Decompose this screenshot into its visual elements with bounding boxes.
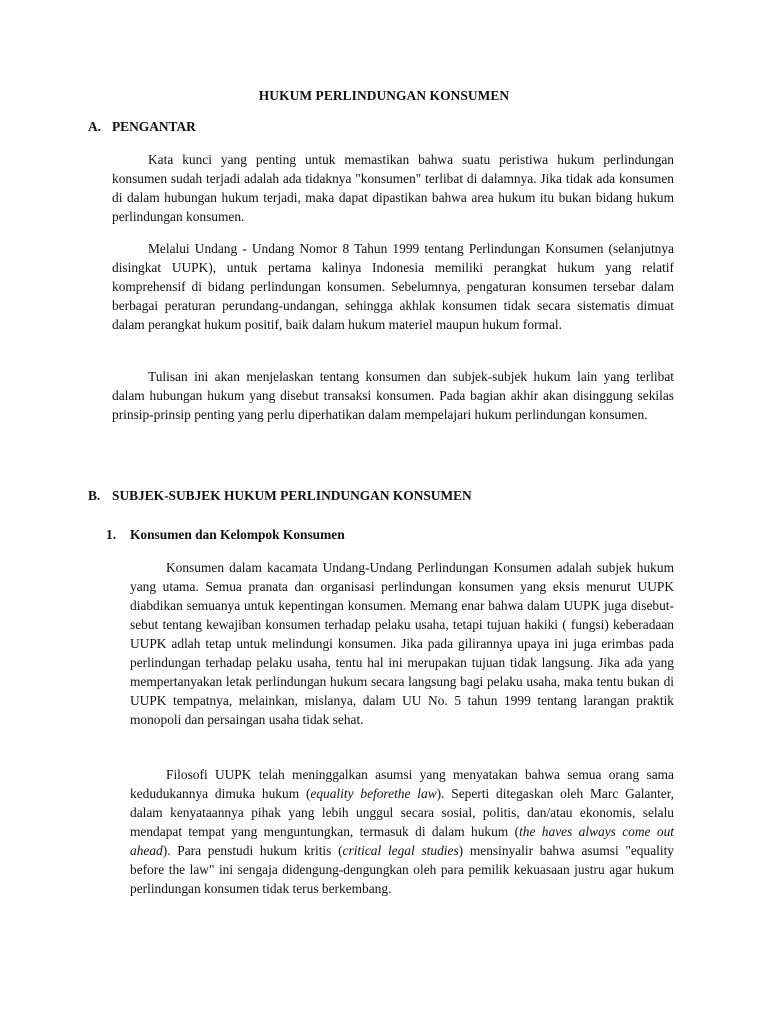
section-a-number: A.: [88, 119, 102, 134]
subsection-1-title: Konsumen dan Kelompok Konsumen: [130, 527, 345, 542]
section-a-heading: [88, 119, 196, 135]
p2-text-2: ). Seperti ditegaskan oleh Marc Galanter, dalam kenyataannya pihak yang lebih unggul secara sosial, politis, dan/atau ekonomis, selalu mendapat tempat yang menguntungkan, termasuk di dalam hukum (: [130, 786, 674, 839]
section-a-title: PENGANTAR: [112, 119, 196, 134]
p2-text-4: ) mensinyalir bahwa asumsi "equality before the law" ini sengaja didengung-dengungkan oleh para pemilik kekuasaan justru agar hukum perlindungan konsumen tidak terus berkembang.: [130, 843, 674, 896]
subsection-1-paragraph-1: Konsumen dalam kacamata Undang-Undang Perlindungan Konsumen adalah subjek hukum yang utama. Semua pranata dan organisasi perlindungan konsumen yang eksis menurut UUPK diabdikan semuanya untuk kepentingan konsumen. Memang enar bahwa dalam UUPK juga disebut-sebut tentang kewajiban konsumen terhadap pelaku usaha, tetapi tujuan hakiki ( fungsi) keberadaan UUPK adlah tetap untuk melindungi konsumen. Jika pada gilirannya upaya ini juga erimbas pada perlindungan terhadap pelaku usaha, tentu hal ini merupakan tujuan tidak langsung. Jika ada yang mempertanyakan letak perlindungan hukum secara langsung bagi pelaku usaha, maka tentu bukan di UUPK tempatnya, melainkan, mislanya, dalam UU No. 5 tahun 1999 tentang larangan praktik monopoli dan persaingan usaha tidak sehat.: [130, 560, 674, 727]
section-a-paragraph-1: Kata kunci yang penting untuk memastikan bahwa suatu peristiwa hukum perlindungan konsumen sudah terjadi adalah ada tidaknya "konsumen" terlibat di dalamnya. Jika tidak ada konsumen di dalam hubungan hukum terjadi, maka dapat dipastikan bahwa area hukum itu bukan bidang hukum perlindungan konsumen.: [112, 152, 674, 224]
section-a-paragraph-3: Tulisan ini akan menjelaskan tentang konsumen dan subjek-subjek hukum lain yang terlibat dalam hubungan hukum yang disebut transaksi konsumen. Pada bagian akhir akan disinggung sekilas prinsip-prinsip penting yang perlu diperhatikan dalam mempelajari hukum perlindungan konsumen.: [112, 369, 674, 422]
p2-italic-equality: equality beforethe law: [310, 786, 437, 801]
p2-text-3: ). Para penstudi hukum kritis (: [162, 843, 343, 858]
p2-italic-haves: the haves always come out ahead: [130, 824, 674, 858]
section-b-heading: [88, 488, 472, 504]
subsection-1-heading: [106, 527, 345, 543]
document-title: HUKUM PERLINDUNGAN KONSUMEN: [258, 88, 510, 103]
p2-italic-critical-legal-studies: critical legal studies: [342, 843, 459, 858]
subsection-1-paragraph-2: [130, 765, 674, 898]
subsection-1-number: 1.: [106, 527, 117, 542]
section-a-paragraph-2: Melalui Undang - Undang Nomor 8 Tahun 1999 tentang Perlindungan Konsumen (selanjutnya disingkat UUPK), untuk pertama kalinya Indonesia memiliki perangkat hukum yang relatif komprehensif di bidang perlindungan konsumen. Sebelumnya, pengaturan konsumen tersebar dalam berbagai peraturan perundang-undangan, sehingga akhlak konsumen tidak secara sistematis dimuat dalam perangkat hukum positif, baik dalam hukum materiel maupun hukum formal.: [112, 241, 674, 332]
section-b-title: SUBJEK-SUBJEK HUKUM PERLINDUNGAN KONSUMEN: [112, 488, 472, 503]
section-b-number: B.: [88, 488, 101, 503]
p2-text-1: Filosofi UUPK telah meninggalkan asumsi yang menyatakan bahwa semua orang sama kedudukannya dimuka hukum (: [130, 767, 674, 801]
